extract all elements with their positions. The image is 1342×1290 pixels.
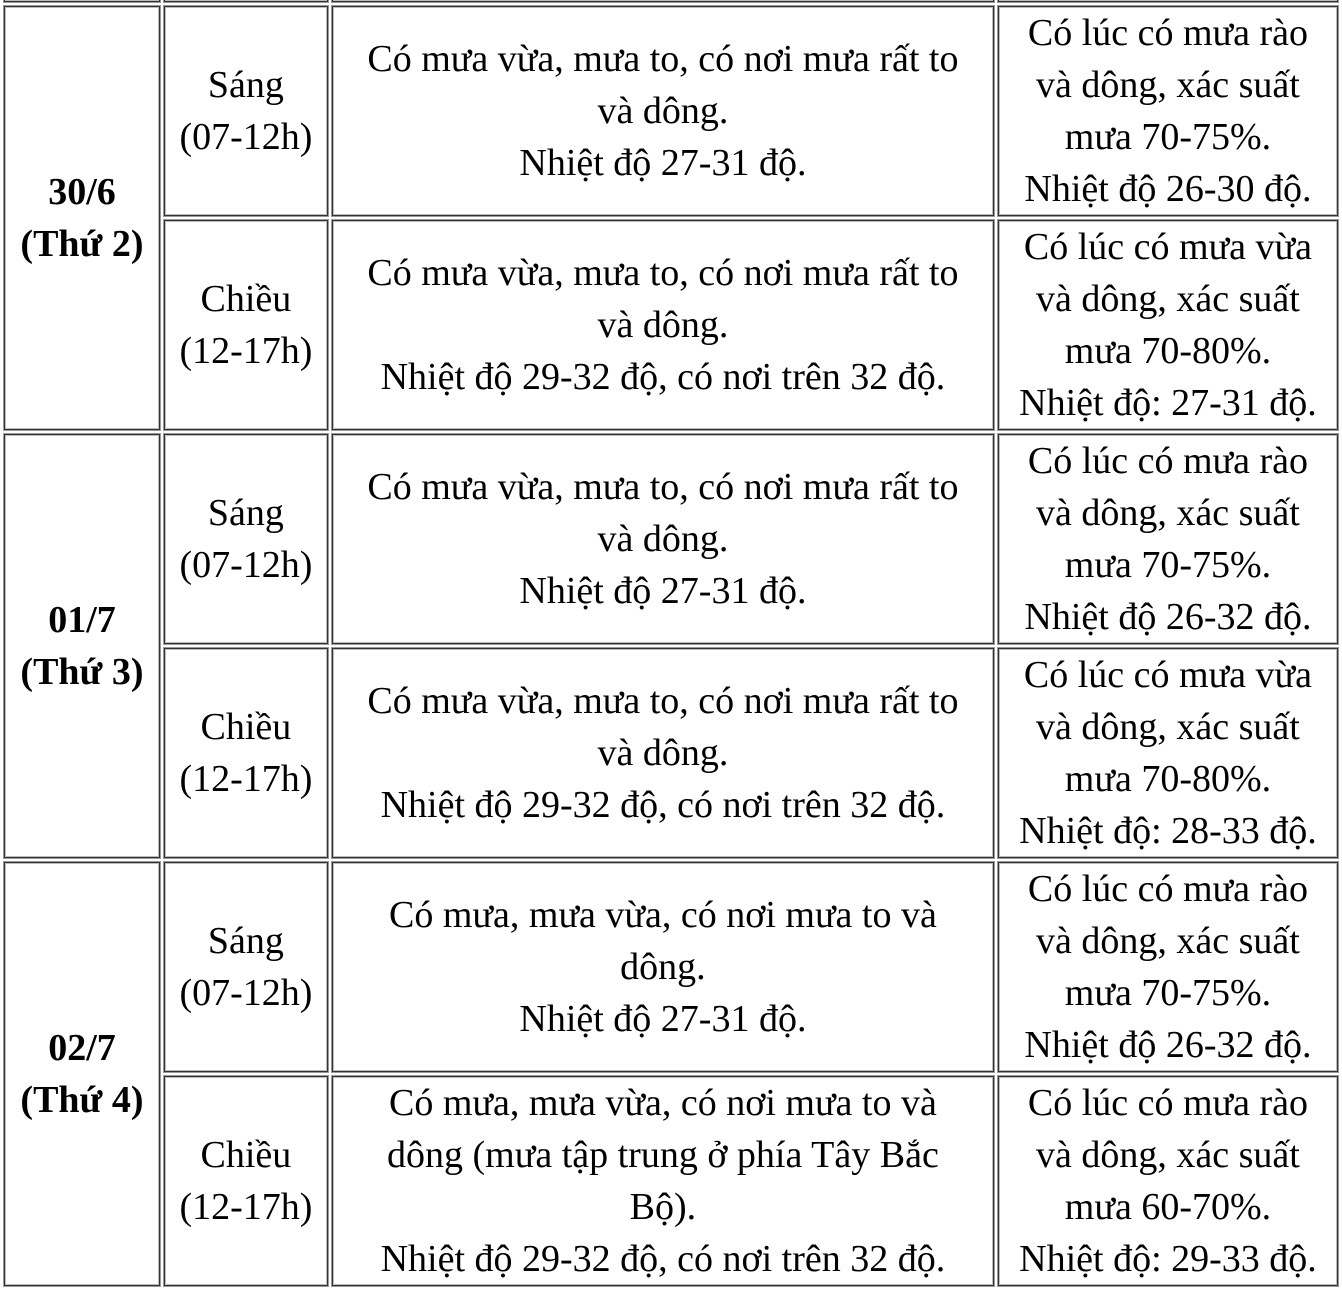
forecast-line: Nhiệt độ: 29-33 độ. xyxy=(1019,1238,1317,1280)
period-name: Chiều xyxy=(200,706,292,748)
forecast-line: Có mưa, mưa vừa, có nơi mưa to và xyxy=(389,894,937,936)
day-weekday: (Thứ 4) xyxy=(20,1079,144,1121)
day-cell xyxy=(4,6,160,430)
period-hours: (12-17h) xyxy=(179,1186,313,1228)
forecast-line: Có lúc có mưa rào xyxy=(1027,868,1309,910)
stub-cell xyxy=(332,0,994,2)
forecast-line: mưa 70-75%. xyxy=(1064,972,1272,1014)
forecast-line: và dông, xác suất xyxy=(1036,920,1300,962)
forecast-line: và dông, xác suất xyxy=(1036,64,1300,106)
forecast-line: và dông. xyxy=(597,518,729,560)
forecast-line: Có mưa, mưa vừa, có nơi mưa to và xyxy=(389,1082,937,1124)
forecast-line: Có mưa vừa, mưa to, có nơi mưa rất to xyxy=(367,466,959,508)
period-name: Chiều xyxy=(200,278,292,320)
region1-forecast-cell xyxy=(332,648,994,858)
forecast-line: Có mưa vừa, mưa to, có nơi mưa rất to xyxy=(367,680,959,722)
forecast-line: Có mưa vừa, mưa to, có nơi mưa rất to xyxy=(367,38,959,80)
forecast-line: Nhiệt độ 29-32 độ, có nơi trên 32 độ. xyxy=(380,1238,946,1280)
region1-forecast-cell xyxy=(332,1076,994,1286)
period-cell xyxy=(164,862,328,1072)
forecast-line: Nhiệt độ 26-32 độ. xyxy=(1024,1024,1312,1066)
region1-forecast-cell xyxy=(332,6,994,216)
forecast-line: và dông, xác suất xyxy=(1036,1134,1300,1176)
stub-cell xyxy=(998,0,1338,2)
forecast-line: Có lúc có mưa rào xyxy=(1027,12,1309,54)
stub-cell xyxy=(4,0,160,2)
forecast-line: Nhiệt độ: 27-31 độ. xyxy=(1019,382,1317,424)
period-hours: (07-12h) xyxy=(179,116,313,158)
forecast-line: dông. xyxy=(620,946,706,988)
region2-forecast-cell xyxy=(998,6,1338,216)
region2-forecast-cell xyxy=(998,648,1338,858)
table-row xyxy=(4,6,1338,216)
region2-forecast-cell xyxy=(998,220,1338,430)
forecast-line: mưa 70-80%. xyxy=(1064,330,1272,372)
forecast-line: dông (mưa tập trung ở phía Tây Bắc xyxy=(387,1134,939,1176)
region1-forecast-cell xyxy=(332,862,994,1072)
forecast-line: Nhiệt độ 27-31 độ. xyxy=(519,142,807,184)
forecast-line: mưa 60-70%. xyxy=(1064,1186,1272,1228)
region2-forecast-cell xyxy=(998,434,1338,644)
forecast-line: Có lúc có mưa rào xyxy=(1027,440,1309,482)
region1-forecast-cell xyxy=(332,434,994,644)
period-cell xyxy=(164,434,328,644)
forecast-line: và dông, xác suất xyxy=(1036,706,1300,748)
forecast-line: Nhiệt độ 27-31 độ. xyxy=(519,570,807,612)
forecast-line: Có mưa vừa, mưa to, có nơi mưa rất to xyxy=(367,252,959,294)
region2-forecast-cell xyxy=(998,1076,1338,1286)
forecast-line: và dông. xyxy=(597,732,729,774)
forecast-line: mưa 70-80%. xyxy=(1064,758,1272,800)
day-date: 01/7 xyxy=(48,599,116,641)
period-hours: (12-17h) xyxy=(179,758,313,800)
period-hours: (07-12h) xyxy=(179,972,313,1014)
forecast-line: Có lúc có mưa rào xyxy=(1027,1082,1309,1124)
table-row xyxy=(4,220,1338,430)
period-name: Sáng xyxy=(207,492,284,534)
period-hours: (07-12h) xyxy=(179,544,313,586)
day-weekday: (Thứ 3) xyxy=(20,651,144,693)
day-date: 30/6 xyxy=(48,171,116,213)
forecast-line: Nhiệt độ 27-31 độ. xyxy=(519,998,807,1040)
forecast-line: và dông, xác suất xyxy=(1036,492,1300,534)
period-name: Sáng xyxy=(207,64,284,106)
forecast-line: Bộ). xyxy=(629,1186,697,1228)
region1-forecast-cell xyxy=(332,220,994,430)
stub-cell xyxy=(164,0,328,2)
table-row xyxy=(4,648,1338,858)
period-cell xyxy=(164,1076,328,1286)
forecast-line: Nhiệt độ: 28-33 độ. xyxy=(1019,810,1317,852)
forecast-line: Nhiệt độ 26-32 độ. xyxy=(1024,596,1312,638)
table-row xyxy=(4,434,1338,644)
table-row xyxy=(4,1076,1338,1286)
forecast-line: Có lúc có mưa vừa xyxy=(1023,654,1313,696)
forecast-line: Nhiệt độ 29-32 độ, có nơi trên 32 độ. xyxy=(380,784,946,826)
period-hours: (12-17h) xyxy=(179,330,313,372)
forecast-line: và dông. xyxy=(597,304,729,346)
forecast-line: và dông. xyxy=(597,90,729,132)
forecast-line: và dông, xác suất xyxy=(1036,278,1300,320)
table-row xyxy=(4,862,1338,1072)
table-row-partial xyxy=(4,0,1338,2)
forecast-line: mưa 70-75%. xyxy=(1064,116,1272,158)
period-name: Sáng xyxy=(207,920,284,962)
day-weekday: (Thứ 2) xyxy=(20,223,144,265)
day-date: 02/7 xyxy=(48,1027,116,1069)
forecast-line: mưa 70-75%. xyxy=(1064,544,1272,586)
period-name: Chiều xyxy=(200,1134,292,1176)
forecast-line: Nhiệt độ 26-30 độ. xyxy=(1024,168,1312,210)
day-cell xyxy=(4,434,160,858)
period-cell xyxy=(164,648,328,858)
period-cell xyxy=(164,6,328,216)
region2-forecast-cell xyxy=(998,862,1338,1072)
forecast-line: Có lúc có mưa vừa xyxy=(1023,226,1313,268)
day-cell xyxy=(4,862,160,1286)
period-cell xyxy=(164,220,328,430)
forecast-line: Nhiệt độ 29-32 độ, có nơi trên 32 độ. xyxy=(380,356,946,398)
